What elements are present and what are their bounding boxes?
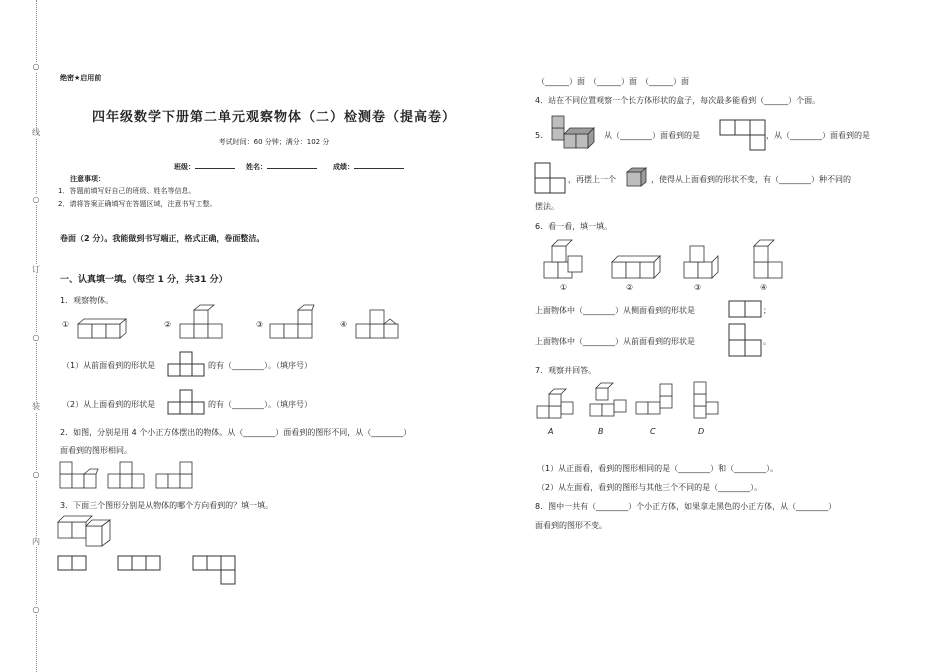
class-blank[interactable] <box>195 168 235 169</box>
q6-line-1-end: ； <box>763 306 771 315</box>
binding-label-line: 线 <box>32 128 40 137</box>
q1-figure-4 <box>354 308 404 340</box>
exam-title: 四年级数学下册第二单元观察物体（二）检测卷（提高卷） <box>91 110 456 125</box>
q6-label-2: ② <box>626 283 634 292</box>
q6-figure-1 <box>542 238 590 282</box>
binding-circle: ○ <box>30 333 42 343</box>
q7-figure-B <box>588 384 632 424</box>
q6-label-4: ④ <box>760 283 768 292</box>
q5-object <box>550 116 600 154</box>
q4-text[interactable]: 4．站在不同位置观察一个长方体形状的盒子，每次最多能看到（______）个面。 <box>535 96 821 105</box>
exam-info: 考试时间：60 分钟；满分：102 分 <box>218 138 330 146</box>
q3-answer-blanks[interactable]: （______）面 （______）面 （______）面 <box>537 77 689 86</box>
q3-view-2 <box>118 556 160 570</box>
q5-view-1 <box>720 120 765 150</box>
q8-line-2: 面看到的图形不变。 <box>535 521 607 530</box>
q6-label-3: ③ <box>694 283 702 292</box>
q3-view-3 <box>193 556 235 584</box>
q3-object <box>58 516 118 548</box>
section-1-title: 一、认真填一填。（每空 1 分，共31 分） <box>60 275 228 285</box>
note-2: 2．请将答案正确填写在答题区域，注意书写工整。 <box>58 200 217 208</box>
q6-line-2[interactable]: 上面物体中（________）从前面看到的形状是 <box>535 337 695 346</box>
q6-label-1: ① <box>560 283 568 292</box>
binding-circle: ○ <box>30 195 42 205</box>
q7-label-B: B <box>598 427 604 436</box>
binding-label-bind: 装 <box>32 402 40 411</box>
binding-circle: ○ <box>30 605 42 615</box>
binding-label-inner: 内 <box>32 537 40 546</box>
score-label: 成绩： <box>333 163 354 171</box>
class-label: 班级： <box>174 163 195 171</box>
binding-margin <box>0 0 42 672</box>
q7-label-C: C <box>650 427 656 436</box>
binding-circle: ○ <box>30 470 42 480</box>
q1-sub1-suffix[interactable]: 的有（________）。（填序号） <box>208 361 312 370</box>
q7-figure-C <box>634 384 678 424</box>
score-blank[interactable] <box>354 168 404 169</box>
name-field <box>246 162 317 172</box>
q6-line-1[interactable]: 上面物体中（________）从侧面看到的形状是 <box>535 306 695 315</box>
q5-text-c[interactable]: ，从（________）面看到的是 <box>766 131 870 140</box>
q1-figure-3 <box>268 308 318 340</box>
q2-figure-3 <box>154 462 198 490</box>
secret-label: 绝密★启用前 <box>60 74 102 82</box>
q1-stem: 1．观察物体。 <box>60 296 114 305</box>
q7-label-A: A <box>548 427 554 436</box>
q5-text-d: ，再摆上一个 <box>568 175 616 184</box>
q2-figure-1 <box>58 462 102 490</box>
q1-figure-2 <box>178 308 228 340</box>
neatness-line: 卷面（2 分）。我能做到书写端正，格式正确，卷面整洁。 <box>60 234 265 243</box>
q1-sub2-suffix[interactable]: 的有（________）。（填序号） <box>208 400 312 409</box>
q1-label-3: ③ <box>256 320 264 329</box>
name-label: 姓名： <box>246 163 267 171</box>
q7-figure-D <box>690 380 730 424</box>
q6-line-2-end: 。 <box>763 337 771 346</box>
q5-single-cube <box>627 168 649 188</box>
notes-title: 注意事项： <box>70 175 105 183</box>
q1-label-4: ④ <box>340 320 348 329</box>
q5-text-b[interactable]: 从（________）面看到的是 <box>604 131 700 140</box>
q6-front-shape <box>729 324 761 356</box>
q2-line-1[interactable]: 2．如图，分别是用 4 个小正方体摆出的物体。从（________）面看到的图形不同，从（________） <box>60 428 412 437</box>
name-blank[interactable] <box>267 168 317 169</box>
q3-stem: 3．下面三个图形分别是从物体的哪个方向看到的？填一填。 <box>60 501 274 510</box>
q5-number: 5． <box>535 131 549 140</box>
q1-figure-1 <box>76 316 126 340</box>
binding-label-order: 订 <box>32 265 40 274</box>
q1-sub2-shape <box>168 390 204 414</box>
class-field <box>174 162 235 172</box>
q7-sub-2[interactable]: （2）从左面看，看到的图形与其他三个不同的是（________）。 <box>537 483 763 492</box>
q6-stem: 6．看一看，填一填。 <box>535 222 613 231</box>
binding-circle: ○ <box>30 62 42 72</box>
q5-text-e[interactable]: ，使得从上面看到的形状不变，有（________）种不同的 <box>651 175 851 184</box>
q1-label-1: ① <box>62 320 70 329</box>
q6-figure-4 <box>752 238 792 282</box>
score-field <box>333 162 404 172</box>
note-1: 1．答题前填写好自己的班级、姓名等信息。 <box>58 187 196 195</box>
q2-figure-2 <box>106 462 150 490</box>
q2-line-2: 面看到的图形相同。 <box>60 446 132 455</box>
q7-stem: 7．观察并回答。 <box>535 366 597 375</box>
q6-figure-2 <box>610 248 660 282</box>
q1-sub1-prefix: （1）从前面看到的形状是 <box>62 361 156 370</box>
q1-label-2: ② <box>164 320 172 329</box>
q5-text-f: 摆法。 <box>535 202 559 211</box>
q3-view-1 <box>58 556 86 570</box>
q1-sub1-shape <box>168 352 204 376</box>
q7-sub-1[interactable]: （1）从正面看，看到的图形相同的是（________）和（________）。 <box>537 464 779 473</box>
q8-line-1[interactable]: 8．图中一共有（________）个小正方体，如果拿走黑色的小正方体，从（________） <box>535 502 837 511</box>
q5-view-2 <box>535 163 565 193</box>
q1-sub2-prefix: （2）从上面看到的形状是 <box>62 400 156 409</box>
q7-label-D: D <box>698 427 705 436</box>
q6-side-shape <box>729 301 761 317</box>
q7-figure-A <box>535 388 579 424</box>
q6-figure-3 <box>682 244 722 282</box>
